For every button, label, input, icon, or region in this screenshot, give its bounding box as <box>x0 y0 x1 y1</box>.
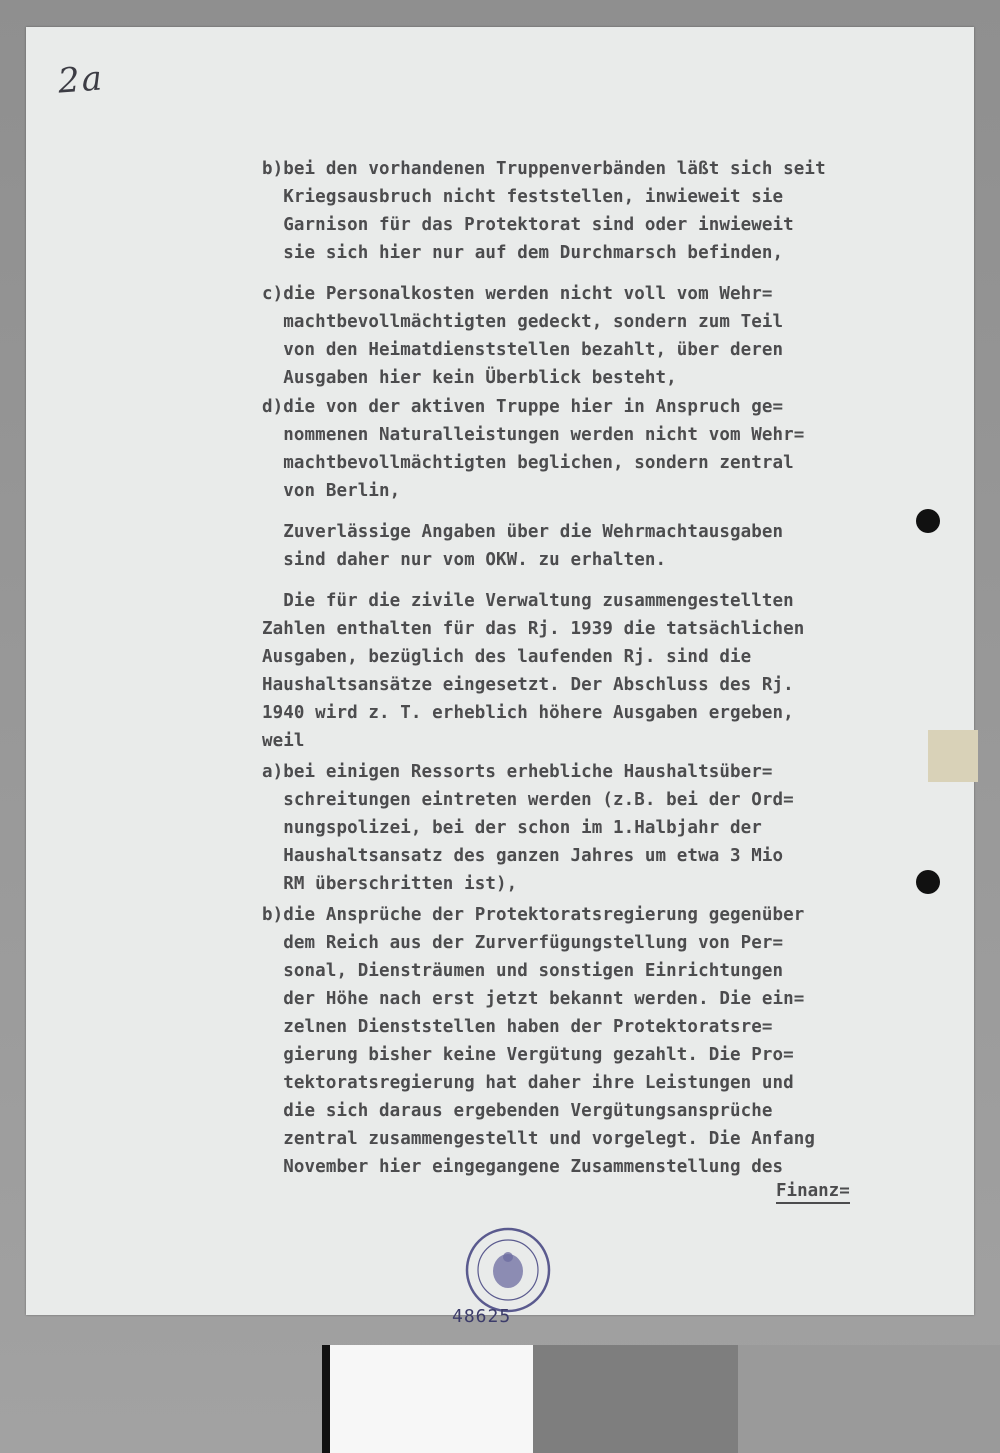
text-line: von den Heimatdienststellen bezahlt, über deren <box>262 340 784 360</box>
punch-hole-icon <box>916 870 940 894</box>
text-line: zelnen Dienststellen haben der Protektoratsre= <box>262 1017 773 1037</box>
text-line: der Höhe nach erst jetzt bekannt werden. Die ein= <box>262 989 805 1009</box>
text-line: Garnison für das Protektorat sind oder inwieweit <box>262 215 794 235</box>
calibration-grey-patch <box>533 1345 738 1453</box>
text-line: nungspolizei, bei der schon im 1.Halbjahr der <box>262 818 762 838</box>
text-line: 1940 wird z. T. erheblich höhere Ausgaben ergeben, <box>262 703 794 723</box>
handwritten-page-mark: 2a <box>56 58 106 102</box>
text-line: schreitungen eintreten werden (z.B. bei der Ord= <box>262 790 794 810</box>
text-line: a)bei einigen Ressorts erhebliche Haushaltsüber= <box>262 762 773 782</box>
text-line: November hier eingegangene Zusammenstellung des <box>262 1157 784 1177</box>
text-line: Haushaltsansatz des ganzen Jahres um etwa 3 Mio <box>262 846 784 866</box>
text-line: weil <box>262 731 305 751</box>
catchword: Finanz= <box>776 1180 850 1204</box>
archive-stamp-icon <box>463 1225 553 1315</box>
text-line: b)die Ansprüche der Protektoratsregierung gegenüber <box>262 905 805 925</box>
text-line: Die für die zivile Verwaltung zusammengestellten <box>262 591 794 611</box>
text-line: sind daher nur vom OKW. zu erhalten. <box>262 550 667 570</box>
text-line: Kriegsausbruch nicht feststellen, inwieweit sie <box>262 187 784 207</box>
text-line: Zuverlässige Angaben über die Wehrmachtausgaben <box>262 522 784 542</box>
text-line: tektoratsregierung hat daher ihre Leistungen und <box>262 1073 794 1093</box>
text-line: Ausgaben, bezüglich des laufenden Rj. sind die <box>262 647 752 667</box>
tape-strip <box>928 730 978 782</box>
text-line: Ausgaben hier kein Überblick besteht, <box>262 368 677 388</box>
text-line: die sich daraus ergebenden Vergütungsansprüche <box>262 1101 773 1121</box>
text-line: gierung bisher keine Vergütung gezahlt. Die Pro= <box>262 1045 794 1065</box>
text-line: RM überschritten ist), <box>262 874 518 894</box>
text-line: d)die von der aktiven Truppe hier in Anspruch ge= <box>262 397 784 417</box>
text-line: b)bei den vorhandenen Truppenverbänden läßt sich seit <box>262 159 826 179</box>
text-line: machtbevollmächtigten gedeckt, sondern zum Teil <box>262 312 784 332</box>
calibration-white-patch <box>330 1345 533 1453</box>
text-line: Zahlen enthalten für das Rj. 1939 die tatsächlichen <box>262 619 805 639</box>
archive-page-number: 48625 <box>452 1306 512 1327</box>
text-line: dem Reich aus der Zurverfügungstellung von Per= <box>262 933 784 953</box>
calibration-bar <box>322 1345 330 1453</box>
punch-hole-icon <box>916 509 940 533</box>
text-line: sonal, Diensträumen und sonstigen Einrichtungen <box>262 961 784 981</box>
text-line: c)die Personalkosten werden nicht voll vom Wehr= <box>262 284 773 304</box>
text-line: nommenen Naturalleistungen werden nicht vom Wehr= <box>262 425 805 445</box>
calibration-light-grey-patch <box>738 1345 1000 1453</box>
text-line: machtbevollmächtigten beglichen, sondern zentral <box>262 453 794 473</box>
text-line: Haushaltsansätze eingesetzt. Der Abschluss des Rj. <box>262 675 794 695</box>
text-line: sie sich hier nur auf dem Durchmarsch befinden, <box>262 243 784 263</box>
text-line: zentral zusammengestellt und vorgelegt. Die Anfang <box>262 1129 816 1149</box>
text-line: von Berlin, <box>262 481 401 501</box>
